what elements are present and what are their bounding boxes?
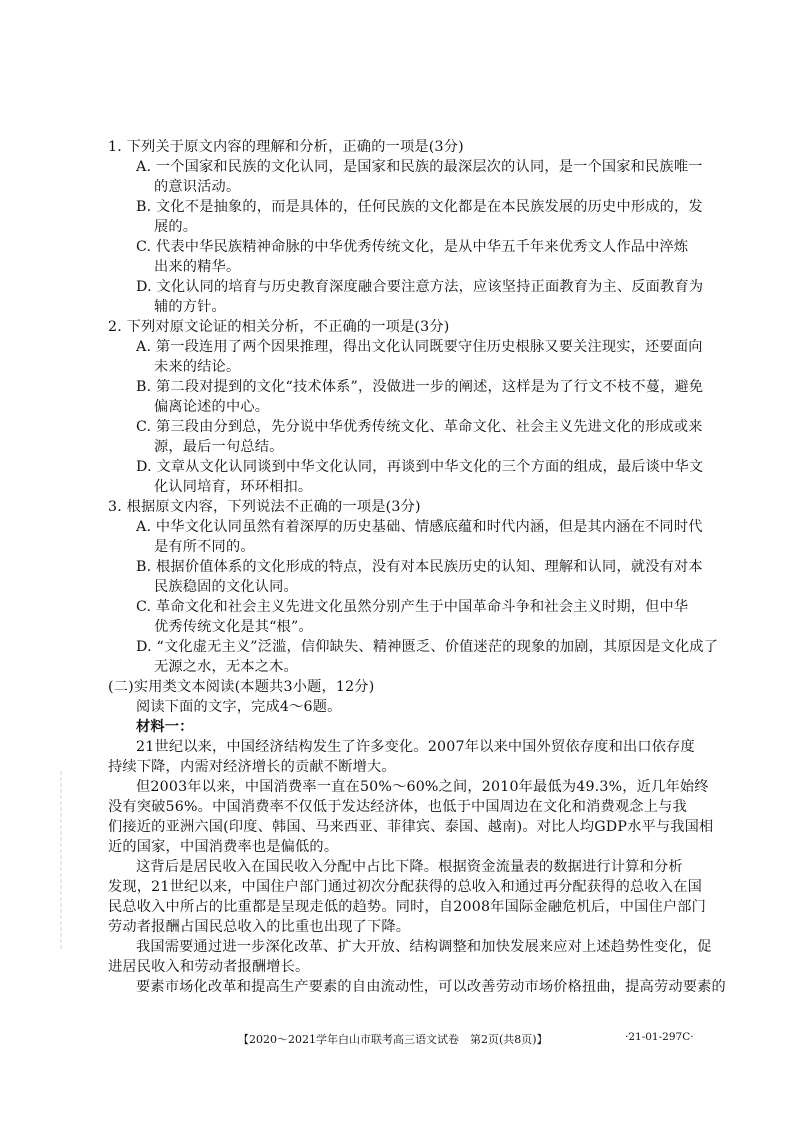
paragraph-3-line-1: 这背后是居民收入在国民收入分配中占比下降。根据资金流量表的数据进行计算和分析 bbox=[136, 859, 683, 875]
q2-option-d: D. 文章从文化认同谈到中华文化认同，再谈到中华文化的三个方面的组成，最后谈中华文 bbox=[136, 459, 704, 475]
q1-option-d: D. 文化认同的培育与历史教育深度融合要注意方法，应该坚持正面教育为主、反面教育为 bbox=[136, 279, 704, 295]
paragraph-2-line-1: 但2003年以来，中国消费率一直在50%～60%之间，2010年最低为49.3%，近几年始终 bbox=[136, 779, 709, 795]
q2-option-c-cont: 源，最后一句总结。 bbox=[154, 439, 284, 455]
section-instruction: 阅读下面的文字，完成4～6题。 bbox=[136, 699, 342, 715]
page-footer: 【2020～2021学年白山市联考高三语文试卷 第2页(共8页)】 bbox=[238, 1033, 548, 1046]
q1-option-a-cont: 的意识活动。 bbox=[154, 179, 241, 195]
q1-option-b: B. 文化不是抽象的，而是具体的，任何民族的文化都是在本民族发展的历史中形成的，发 bbox=[136, 199, 703, 215]
paragraph-2-line-4: 近的国家，中国消费率也是偏低的。 bbox=[108, 839, 339, 855]
question-2-stem: 2. 下列对原文论证的相关分析，不正确的一项是(3分) bbox=[108, 319, 450, 335]
q3-option-b-cont: 民族稳固的文化认同。 bbox=[154, 579, 298, 595]
q3-option-d: D. “文化虚无主义”泛滥，信仰缺失、精神匮乏、价值迷茫的现象的加剧，其原因是文化成了 bbox=[136, 639, 719, 655]
q3-option-c-cont: 优秀传统文化是其“根”。 bbox=[154, 619, 313, 635]
q2-option-d-cont: 化认同培育，环环相扣。 bbox=[154, 479, 313, 495]
page-code: ·21-01-297C· bbox=[625, 1031, 694, 1043]
q2-option-c: C. 第三段由分到总，先分说中华优秀传统文化、革命文化、社会主义先进文化的形成或来 bbox=[136, 419, 703, 435]
paragraph-3-line-4: 劳动者报酬占国民总收入的比重也出现了下降。 bbox=[108, 919, 411, 935]
q2-option-a-cont: 未来的结论。 bbox=[154, 359, 241, 375]
q1-option-d-cont: 辅的方针。 bbox=[154, 299, 226, 315]
paragraph-4-line-1: 我国需要通过进一步深化改革、扩大开放、结构调整和加快发展来应对上述趋势性变化，促 bbox=[136, 939, 712, 955]
q3-option-b: B. 根据价值体系的文化形成的特点，没有对本民族历史的认知、理解和认同，就没有对本 bbox=[136, 559, 703, 575]
paragraph-3-line-3: 民总收入中所占的比重都是呈现走低的趋势。同时，自2008年国际金融危机后，中国住户部门 bbox=[108, 899, 707, 915]
paragraph-3-line-2: 发现，21世纪以来，中国住户部门通过初次分配获得的总收入和通过再分配获得的总收入在国 bbox=[108, 879, 702, 895]
q2-option-a: A. 第一段连用了两个因果推理，得出文化认同既要守住历史根脉又要关注现实，还要面向 bbox=[136, 339, 703, 355]
q1-option-b-cont: 展的。 bbox=[154, 219, 198, 235]
q3-option-d-cont: 无源之水，无本之木。 bbox=[154, 659, 298, 675]
paragraph-1-line-2: 持续下降，内需对经济增长的贡献不断增大。 bbox=[108, 759, 396, 775]
paragraph-1-line-1: 21世纪以来，中国经济结构发生了许多变化。2007年以来中国外贸依存度和出口依存度 bbox=[136, 739, 695, 755]
question-1-stem: 1. 下列关于原文内容的理解和分析，正确的一项是(3分) bbox=[108, 139, 464, 155]
section-title: (二)实用类文本阅读(本题共3小题，12分) bbox=[108, 679, 375, 695]
material-label: 材料一： bbox=[136, 719, 194, 735]
q3-option-a: A. 中华文化认同虽然有着深厚的历史基础、情感底蕴和时代内涵，但是其内涵在不同时代 bbox=[136, 519, 703, 535]
paragraph-4-line-2: 进居民收入和劳动者报酬增长。 bbox=[108, 959, 310, 975]
scan-margin-dots bbox=[60, 770, 62, 950]
q3-option-c: C. 革命文化和社会主义先进文化虽然分别产生于中国革命斗争和社会主义时期，但中华 bbox=[136, 599, 689, 615]
paragraph-2-line-2: 没有突破56%。中国消费率不仅低于发达经济体，也低于中国周边在文化和消费观念上与我 bbox=[108, 799, 687, 815]
paragraph-5-line-1: 要素市场化改革和提高生产要素的自由流动性，可以改善劳动市场价格扭曲，提高劳动要素的 bbox=[136, 979, 726, 995]
q1-option-c-cont: 出来的精华。 bbox=[154, 259, 241, 275]
q1-option-a: A. 一个国家和民族的文化认同，是国家和民族的最深层次的认同，是一个国家和民族唯一 bbox=[136, 159, 703, 175]
q2-option-b: B. 第二段对提到的文化“技术体系”，没做进一步的阐述，这样是为了行文不枝不蔓，避免 bbox=[136, 379, 704, 395]
question-3-stem: 3. 根据原文内容，下列说法不正确的一项是(3分) bbox=[108, 499, 421, 515]
q1-option-c: C. 代表中华民族精神命脉的中华优秀传统文化，是从中华五千年来优秀文人作品中淬炼 bbox=[136, 239, 689, 255]
q2-option-b-cont: 偏离论述的中心。 bbox=[154, 399, 270, 415]
paragraph-2-line-3: 们接近的亚洲六国(印度、韩国、马来西亚、菲律宾、泰国、越南)。对比人均GDP水平与我国相 bbox=[108, 819, 714, 835]
q3-option-a-cont: 是有所不同的。 bbox=[154, 539, 255, 555]
